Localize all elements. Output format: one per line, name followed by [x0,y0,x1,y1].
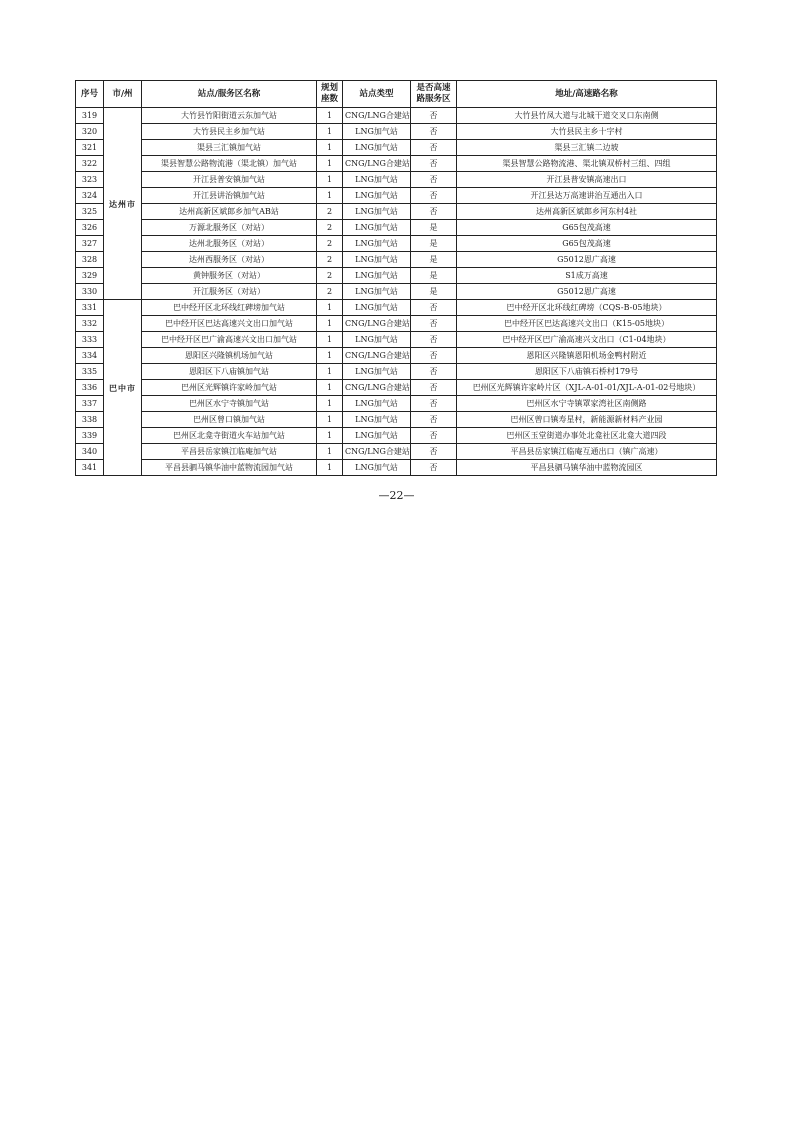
is-highway: 否 [411,380,457,396]
row-index: 327 [76,236,104,252]
is-highway: 是 [411,252,457,268]
station-address: 开江县达万高速讲治互通出入口 [457,188,717,204]
table-row [76,140,717,156]
planned-seats: 1 [317,380,343,396]
station-address: 大竹县民主乡十字村 [457,124,717,140]
station-name: 大竹县民主乡加气站 [142,124,317,140]
station-address: 平昌县驷马镇华油中蓝物流园区 [457,460,717,476]
station-type: CNG/LNG合建站 [343,156,411,172]
station-name: 平昌县岳家镇江临庵加气站 [142,444,317,460]
row-index: 326 [76,220,104,236]
station-address: 平昌县岳家镇江临庵互通出口（镇广高速） [457,444,717,460]
table-row [76,332,717,348]
table-row [76,364,717,380]
station-address: 巴州区玉堂街道办事处北龛社区北龛大道四段 [457,428,717,444]
row-index: 338 [76,412,104,428]
station-name: 巴州区曾口镇加气站 [142,412,317,428]
planned-seats: 1 [317,348,343,364]
station-type: CNG/LNG合建站 [343,316,411,332]
table-row [76,252,717,268]
station-name: 渠县三汇镇加气站 [142,140,317,156]
station-address: S1成万高速 [457,268,717,284]
table-row [76,396,717,412]
planned-seats: 2 [317,236,343,252]
is-highway: 是 [411,220,457,236]
is-highway: 是 [411,236,457,252]
station-name: 大竹县竹阳街道云东加气站 [142,108,317,124]
is-highway: 是 [411,284,457,300]
is-highway: 否 [411,172,457,188]
header-city: 市/州 [104,81,142,108]
station-type: LNG加气站 [343,300,411,316]
planned-seats: 1 [317,444,343,460]
station-type: LNG加气站 [343,428,411,444]
row-index: 323 [76,172,104,188]
row-index: 321 [76,140,104,156]
table-row [76,316,717,332]
station-address: 巴中经开区巴广渝高速兴文出口（C1-04地块） [457,332,717,348]
station-name: 开江服务区（对站） [142,284,317,300]
station-address: 渠县三汇镇二边坡 [457,140,717,156]
station-type: CNG/LNG合建站 [343,108,411,124]
city-cell: 达州市 [104,108,142,300]
table-row [76,156,717,172]
table-header [76,81,717,108]
station-type: CNG/LNG合建站 [343,444,411,460]
is-highway: 否 [411,108,457,124]
table-row [76,460,717,476]
table-row [76,268,717,284]
planned-seats: 1 [317,332,343,348]
gas-station-table [75,80,717,476]
is-highway: 否 [411,156,457,172]
station-address: 恩阳区下八庙镇石桥村179号 [457,364,717,380]
row-index: 332 [76,316,104,332]
station-type: LNG加气站 [343,412,411,428]
station-address: 恩阳区兴隆镇恩阳机场金鸭村附近 [457,348,717,364]
planned-seats: 2 [317,220,343,236]
station-type: LNG加气站 [343,252,411,268]
station-address: 渠县智慧公路物流港、渠北镇双桥村三组、四组 [457,156,717,172]
station-name: 巴中经开区巴达高速兴文出口加气站 [142,316,317,332]
station-name: 达州北服务区（对站） [142,236,317,252]
table-row [76,108,717,124]
station-address: 巴州区曾口镇寿星村，新能源新材料产业园 [457,412,717,428]
row-index: 328 [76,252,104,268]
row-index: 320 [76,124,104,140]
city-cell: 巴中市 [104,300,142,476]
header-highway: 是否高速路服务区 [411,81,457,108]
station-name: 巴州区光辉镇许家岭加气站 [142,380,317,396]
station-type: LNG加气站 [343,268,411,284]
is-highway: 否 [411,364,457,380]
planned-seats: 1 [317,188,343,204]
planned-seats: 2 [317,252,343,268]
station-type: LNG加气站 [343,204,411,220]
header-type: 站点类型 [343,81,411,108]
station-name: 巴州区北龛寺街道火车站加气站 [142,428,317,444]
is-highway: 否 [411,332,457,348]
planned-seats: 1 [317,364,343,380]
planned-seats: 2 [317,284,343,300]
table-row [76,220,717,236]
row-index: 334 [76,348,104,364]
planned-seats: 1 [317,172,343,188]
header-name: 站点/服务区名称 [142,81,317,108]
planned-seats: 1 [317,140,343,156]
station-name: 巴州区水宁寺镇加气站 [142,396,317,412]
row-index: 324 [76,188,104,204]
station-name: 达州西服务区（对站） [142,252,317,268]
row-index: 322 [76,156,104,172]
row-index: 325 [76,204,104,220]
row-index: 341 [76,460,104,476]
planned-seats: 2 [317,268,343,284]
station-address: G5012恩广高速 [457,284,717,300]
is-highway: 否 [411,204,457,220]
station-address: G65包茂高速 [457,236,717,252]
station-address: 大竹县竹凤大道与北城干道交叉口东南侧 [457,108,717,124]
planned-seats: 1 [317,396,343,412]
planned-seats: 1 [317,316,343,332]
station-name: 巴中经开区北环线红碑塝加气站 [142,300,317,316]
planned-seats: 2 [317,204,343,220]
station-address: 巴州区光辉镇许家岭片区（XJL-A-01-01/XJL-A-01-02号地块） [457,380,717,396]
station-name: 巴中经开区巴广渝高速兴文出口加气站 [142,332,317,348]
station-type: LNG加气站 [343,332,411,348]
is-highway: 否 [411,140,457,156]
station-name: 平昌县驷马镇华油中蓝物流园加气站 [142,460,317,476]
table-row [76,204,717,220]
row-index: 335 [76,364,104,380]
planned-seats: 1 [317,428,343,444]
is-highway: 否 [411,412,457,428]
header-index: 序号 [76,81,104,108]
station-address: 巴州区水宁寺镇罩家湾社区南侧路 [457,396,717,412]
station-type: LNG加气站 [343,396,411,412]
station-type: CNG/LNG合建站 [343,348,411,364]
table-row [76,300,717,316]
station-type: LNG加气站 [343,124,411,140]
table-row [76,444,717,460]
planned-seats: 1 [317,124,343,140]
planned-seats: 1 [317,460,343,476]
header-seats: 规划座数 [317,81,343,108]
station-type: LNG加气站 [343,220,411,236]
station-type: CNG/LNG合建站 [343,380,411,396]
station-name: 恩阳区兴隆镇机场加气站 [142,348,317,364]
row-index: 330 [76,284,104,300]
station-name: 渠县智慧公路物流港（渠北镇）加气站 [142,156,317,172]
table-row [76,124,717,140]
is-highway: 否 [411,444,457,460]
row-index: 331 [76,300,104,316]
station-address: G65包茂高速 [457,220,717,236]
station-type: LNG加气站 [343,140,411,156]
station-type: LNG加气站 [343,364,411,380]
station-type: LNG加气站 [343,460,411,476]
planned-seats: 1 [317,300,343,316]
table-row [76,348,717,364]
is-highway: 否 [411,124,457,140]
row-index: 333 [76,332,104,348]
is-highway: 否 [411,348,457,364]
row-index: 340 [76,444,104,460]
station-address: 巴中经开区巴达高速兴文出口（K15-05地块） [457,316,717,332]
table-row [76,412,717,428]
table-row [76,188,717,204]
is-highway: 否 [411,396,457,412]
table-row [76,284,717,300]
station-type: LNG加气站 [343,188,411,204]
table-row [76,236,717,252]
row-index: 336 [76,380,104,396]
station-address: 开江县普安镇高速出口 [457,172,717,188]
planned-seats: 1 [317,412,343,428]
is-highway: 否 [411,316,457,332]
station-address: 巴中经开区北环线红碑塝（CQS-B-05地块） [457,300,717,316]
row-index: 337 [76,396,104,412]
table-body [76,108,717,476]
station-type: LNG加气站 [343,284,411,300]
is-highway: 否 [411,188,457,204]
station-type: LNG加气站 [343,236,411,252]
station-name: 达州高新区斌郎乡加气AB站 [142,204,317,220]
row-index: 339 [76,428,104,444]
planned-seats: 1 [317,156,343,172]
station-name: 万源北服务区（对站） [142,220,317,236]
planned-seats: 1 [317,108,343,124]
table-row [76,172,717,188]
is-highway: 否 [411,300,457,316]
station-address: G5012恩广高速 [457,252,717,268]
is-highway: 是 [411,268,457,284]
station-name: 开江县普安镇加气站 [142,172,317,188]
row-index: 329 [76,268,104,284]
table-row [76,380,717,396]
station-name: 黄钟服务区（对站） [142,268,317,284]
is-highway: 否 [411,460,457,476]
station-name: 恩阳区下八庙镇加气站 [142,364,317,380]
header-address: 地址/高速路名称 [457,81,717,108]
page-number: —22— [378,489,415,502]
station-name: 开江县讲治镇加气站 [142,188,317,204]
station-type: LNG加气站 [343,172,411,188]
is-highway: 否 [411,428,457,444]
station-address: 达州高新区斌郎乡河东村4社 [457,204,717,220]
table-row [76,428,717,444]
row-index: 319 [76,108,104,124]
